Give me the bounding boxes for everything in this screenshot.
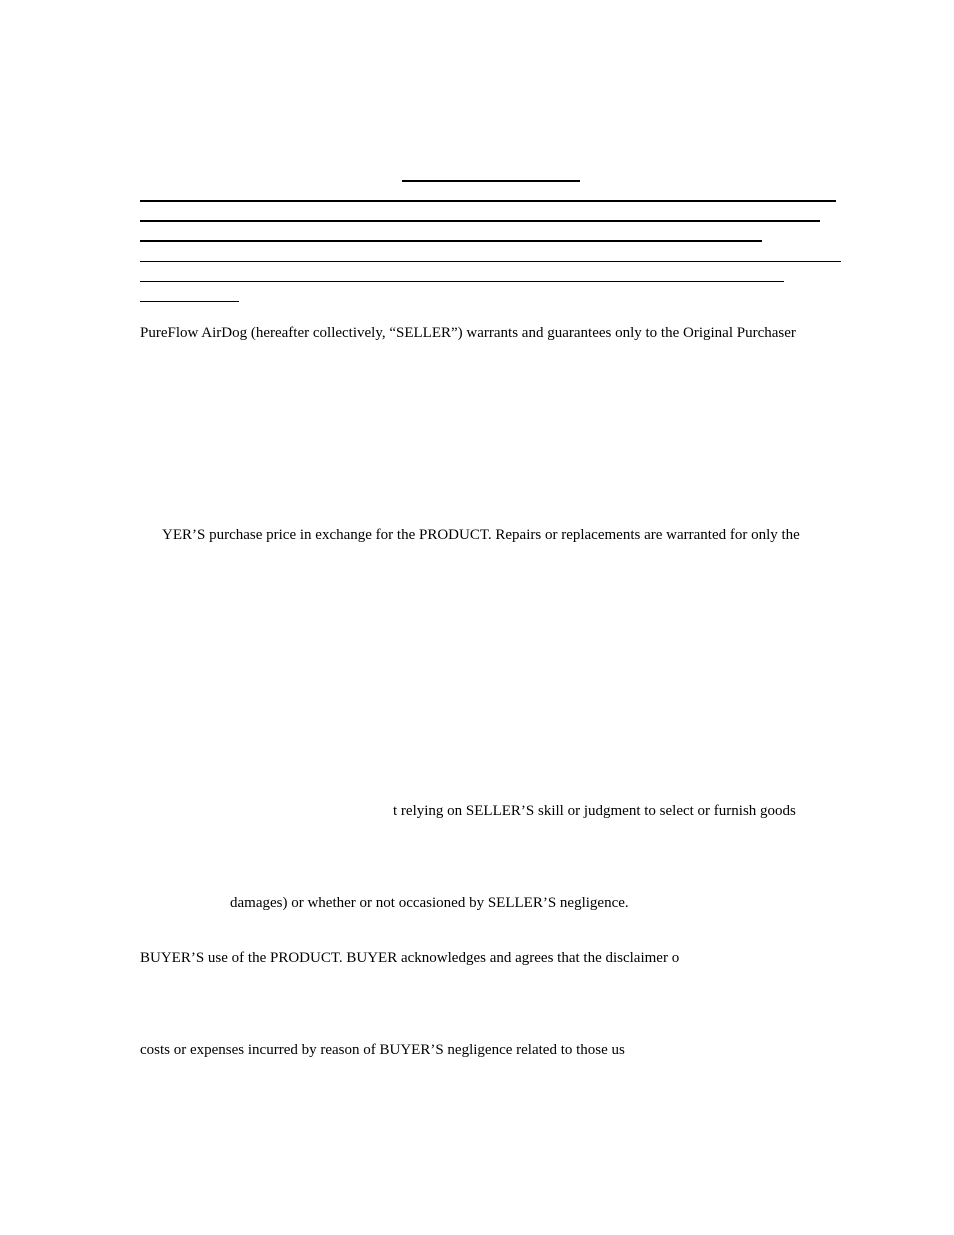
negligence-line: damages) or whether or not occasioned by SELLER’S negligence.: [230, 895, 629, 911]
header-underline-2: [140, 220, 820, 222]
header-underline-3: [140, 240, 762, 242]
buyer-use-line: BUYER’S use of the PRODUCT. BUYER acknowledges and agrees that the disclaimer o: [140, 950, 680, 966]
block-underline-3: [140, 301, 239, 302]
block-underline-2: [140, 281, 784, 282]
header-underline-1: [140, 200, 836, 202]
title-underline: [402, 180, 580, 182]
costs-expenses-line: costs or expenses incurred by reason of BUYER’S negligence related to those us: [140, 1042, 625, 1058]
seller-skill-line: t relying on SELLER’S skill or judgment to select or furnish goods: [393, 803, 796, 819]
block-underline-1: [140, 261, 841, 262]
purchase-price-line: YER’S purchase price in exchange for the PRODUCT. Repairs or replacements are warranted for only the: [162, 527, 800, 543]
warranty-paragraph-line: PureFlow AirDog (hereafter collectively, “SELLER”) warrants and guarantees only to the Original Purchaser: [140, 325, 796, 341]
